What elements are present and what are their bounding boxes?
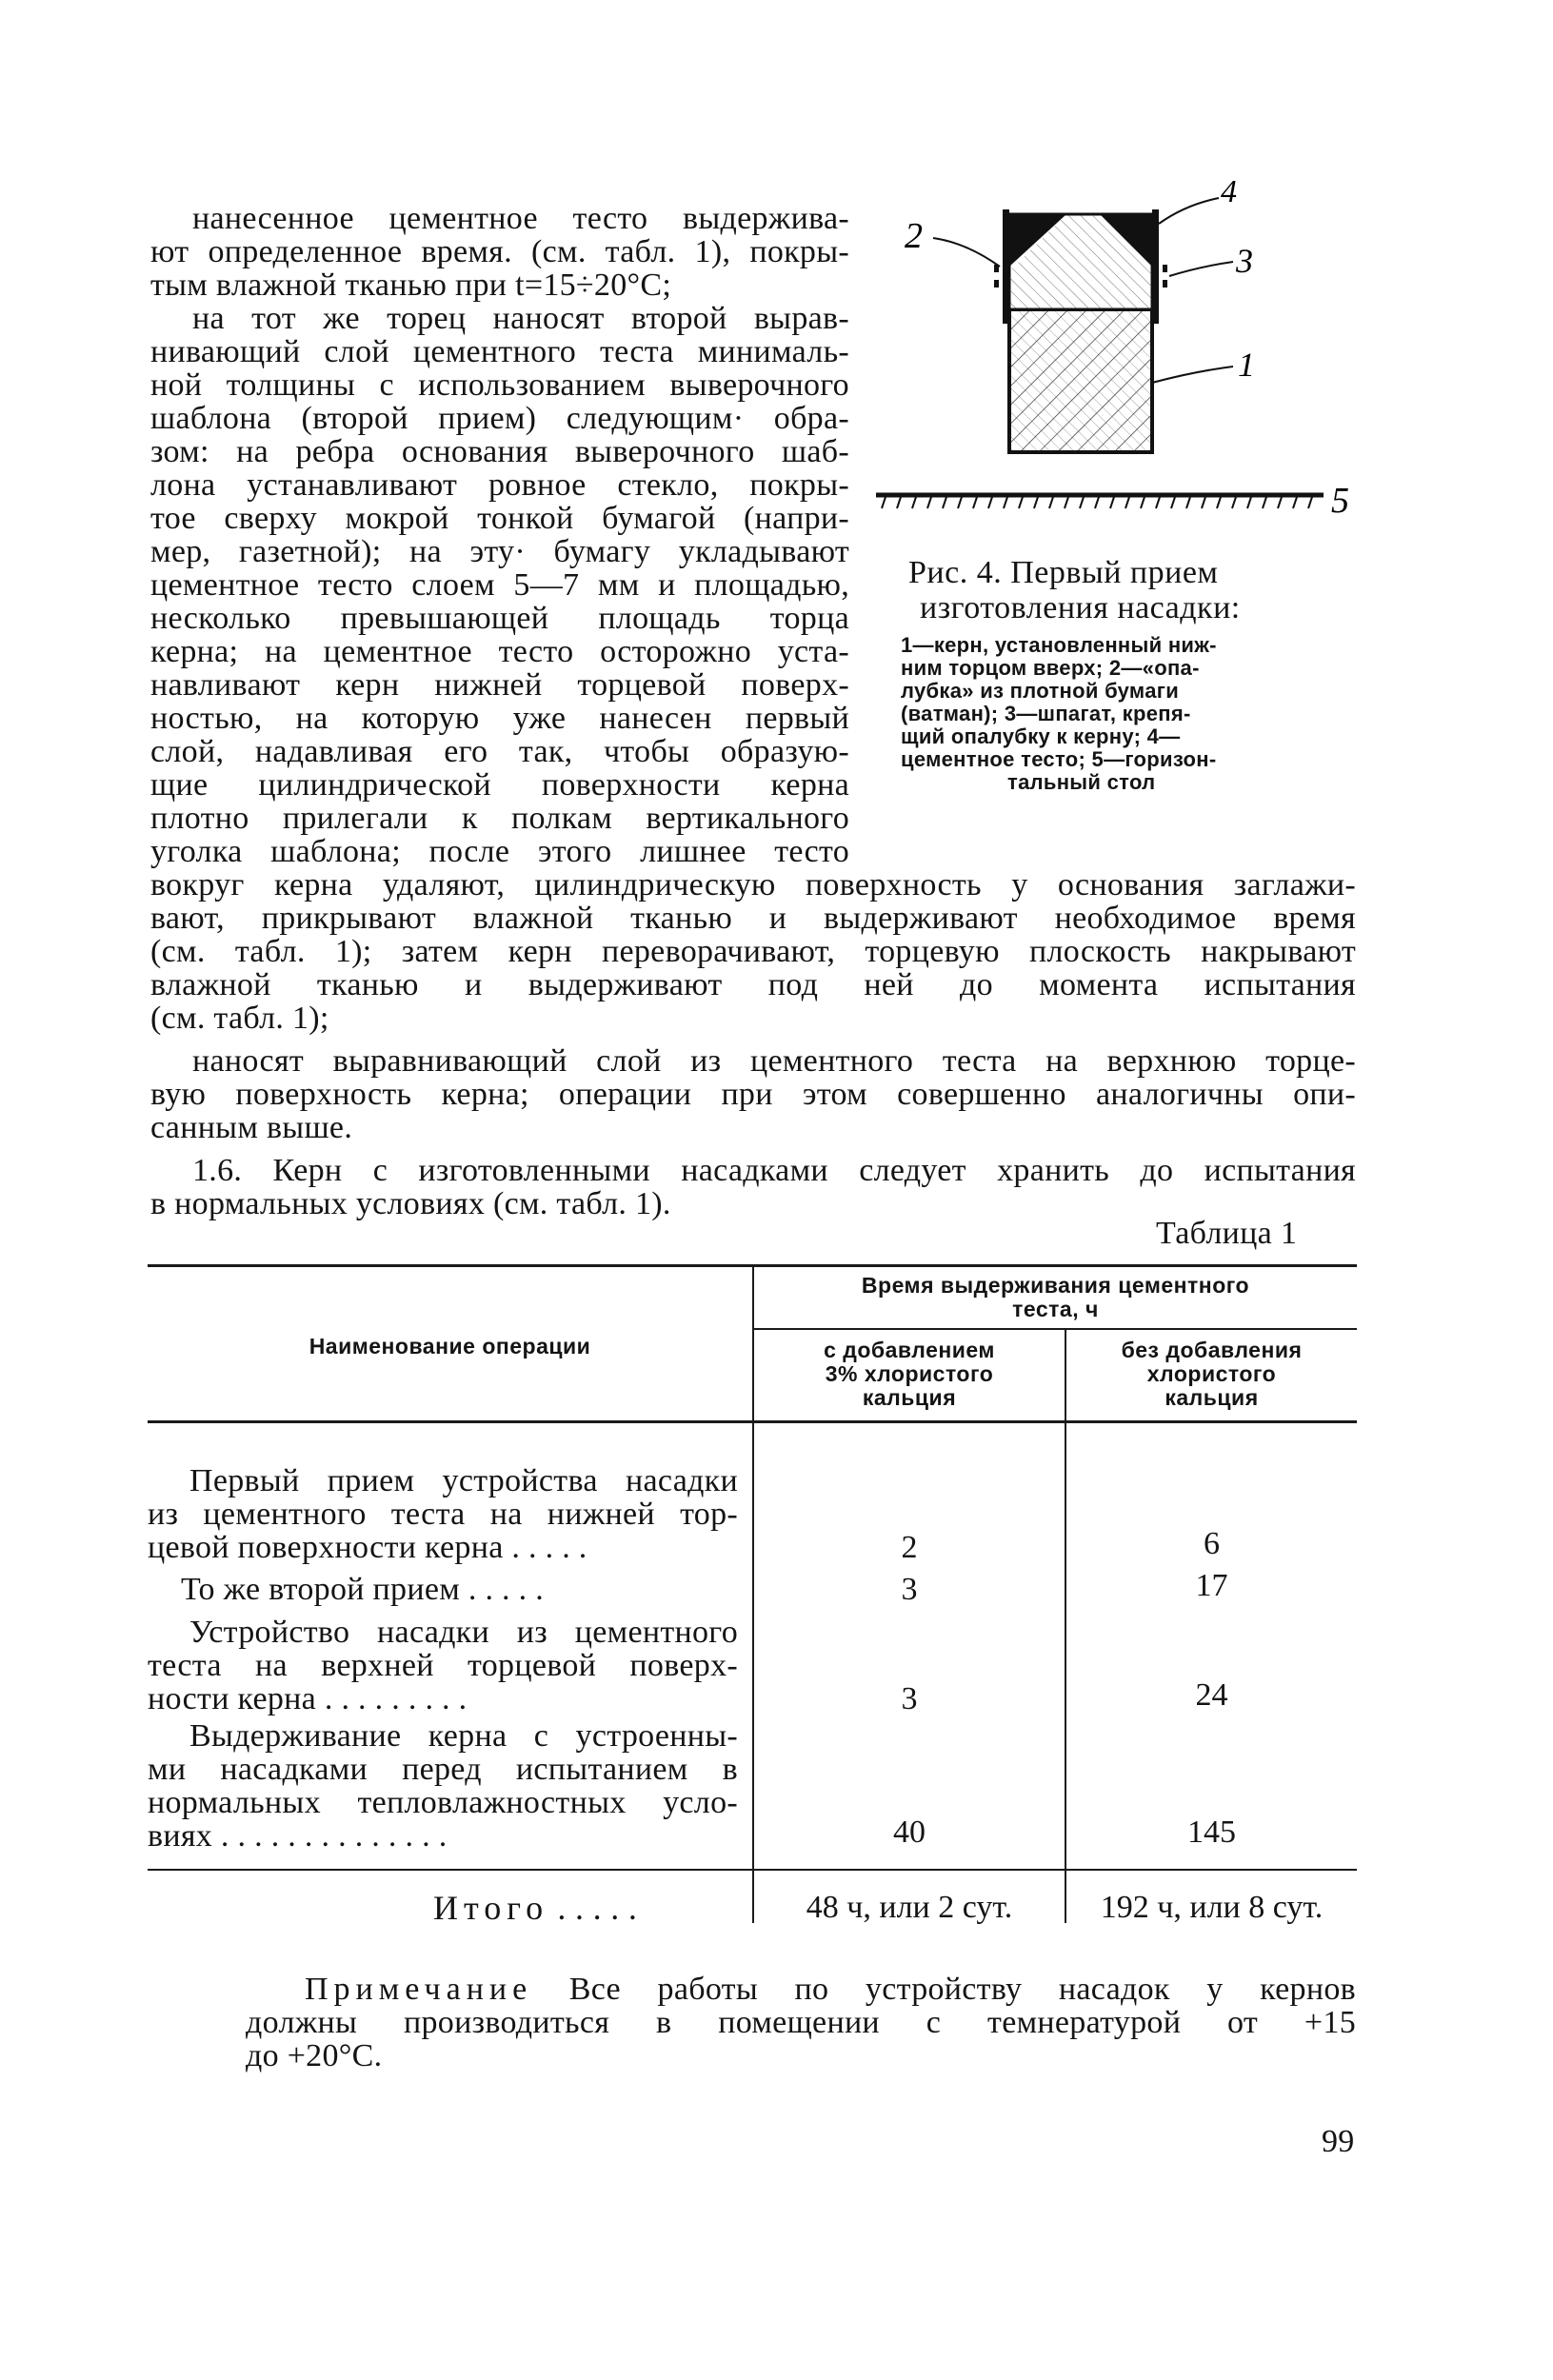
- figure-label-2: 2: [905, 216, 923, 256]
- text-line: 1.6. Керн с изготовленными насадками следует хранить до испытания: [192, 1153, 1356, 1188]
- header-time-line: теста, ч: [1012, 1297, 1099, 1321]
- row-value-col2: 17: [1195, 1568, 1228, 1603]
- text-line: вую поверхность керна; операции при этом совершенно аналогичны опи-: [150, 1077, 1356, 1112]
- text-line: ют определенное время. (см. табл. 1), покры-: [150, 234, 849, 269]
- row-label-line: Устройство насадки из цементного: [189, 1615, 738, 1650]
- caption-legend-line: тальный стол: [1007, 770, 1156, 794]
- text-line: тое сверху мокрой тонкой бумагой (напри-: [150, 501, 849, 536]
- figure-label-4: 4: [1221, 181, 1237, 209]
- text-line: цементное тесто слоем 5—7 мм и площадью,: [150, 567, 849, 603]
- text-line: на тот же торец наносят второй вырав-: [192, 301, 849, 336]
- row-label-line: нормальных тепловлажностных усло-: [148, 1785, 738, 1820]
- text-line: (см. табл. 1); затем керн переворачивают, торцевую плоскость накрывают: [150, 934, 1356, 969]
- caption-legend-line: (ватман); 3—шпагат, крепя-: [901, 702, 1191, 725]
- row-label-line: цевой поверхности керна . . . . .: [148, 1530, 587, 1565]
- row-label-line: из цементного теста на нижней тор-: [148, 1497, 738, 1532]
- text-line: наносят выравнивающий слой из цементного теста на верхнюю торце-: [192, 1043, 1356, 1079]
- text-line: керна; на цементное тесто осторожно уста-: [150, 634, 849, 669]
- figure-label-3: 3: [1236, 242, 1253, 280]
- text-line: вают, прикрывают влажной тканью и выдерживают необходимое время: [150, 901, 1356, 936]
- text-line: нанесенное цементное тесто выдержива-: [192, 201, 849, 236]
- note-label: Примечание: [305, 1972, 533, 2007]
- figure-label-5: 5: [1331, 481, 1349, 521]
- header-col1-line: с добавлением: [824, 1338, 995, 1362]
- text-line: вокруг керна удаляют, цилиндрическую поверхность у основания заглажи-: [150, 867, 1356, 902]
- text-line: уголка шаблона; после этого лишнее тесто: [150, 834, 849, 869]
- row-label-line: ми насадками перед испытанием в: [148, 1752, 738, 1787]
- header-col1-line: кальция: [862, 1385, 957, 1410]
- caption-legend-line: 1—керн, установленный ниж-: [901, 633, 1217, 657]
- text-line: (см. табл. 1);: [150, 1001, 329, 1036]
- page-number: 99: [1322, 2124, 1355, 2159]
- text-line: ностью, на которую уже нанесен первый: [150, 701, 849, 736]
- note-line: до +20°C.: [246, 2038, 383, 2073]
- formwork-right: [1152, 209, 1159, 324]
- row-value-col1: 2: [901, 1530, 918, 1565]
- row-value-col2: 6: [1204, 1526, 1220, 1561]
- row-value-col1: 3: [901, 1681, 918, 1716]
- text-line: санным выше.: [150, 1110, 353, 1145]
- total-value-col1: 48 ч, или 2 сут.: [806, 1890, 1013, 1925]
- caption-legend-line: щий опалубку к керну; 4—: [901, 724, 1181, 748]
- header-time-line: Время выдерживания цементного: [861, 1273, 1250, 1298]
- text-line: мер, газетной); на эту· бумагу укладывают: [150, 534, 849, 569]
- total-value-col2: 192 ч, или 8 сут.: [1100, 1890, 1324, 1925]
- row-value-col2: 24: [1195, 1677, 1228, 1713]
- caption-legend-line: лубка» из плотной бумаги: [901, 679, 1180, 703]
- header-col2-line: хлористого: [1146, 1361, 1277, 1386]
- header-operation-name: Наименование операции: [309, 1334, 591, 1359]
- row-value-col2: 145: [1187, 1815, 1236, 1850]
- caption-title-line: Рис. 4. Первый прием: [908, 555, 1219, 590]
- note-line: должны производиться в помещении с темнературой от +15: [246, 2005, 1356, 2040]
- row-value-col1: 3: [901, 1572, 918, 1607]
- row-value-col1: 40: [893, 1815, 926, 1850]
- text-line: шаблона (второй прием) следующим· обра-: [150, 401, 849, 436]
- row-label-line: теста на верхней торцевой поверх-: [148, 1648, 738, 1683]
- figure-4-drawing: [876, 181, 1352, 543]
- row-label-line: ности керна . . . . . . . . .: [148, 1681, 468, 1716]
- header-col2-line: кальция: [1165, 1385, 1259, 1410]
- note-line: Примечание Все работы по устройству насадок у кернов: [305, 1972, 1356, 2007]
- row-label-line: Выдерживание керна с устроенны-: [189, 1718, 738, 1754]
- text-line: слой, надавливая его так, чтобы образую-: [150, 734, 849, 769]
- caption-title-line: изготовления насадки:: [920, 590, 1241, 625]
- text-line: лона устанавливают ровное стекло, покры-: [150, 467, 849, 503]
- row-label-line: То же второй прием . . . . .: [181, 1572, 545, 1607]
- header-col2-line: без добавления: [1121, 1338, 1303, 1362]
- text-line: влажной тканью и выдерживают под ней до момента испытания: [150, 967, 1356, 1002]
- text-line: плотно прилегали к полкам вертикального: [150, 801, 849, 836]
- row-label-line: виях . . . . . . . . . . . . . .: [148, 1818, 448, 1854]
- figure-label-1: 1: [1238, 346, 1255, 384]
- caption-legend-line: ним торцом вверх; 2—«опа-: [901, 656, 1200, 680]
- text-line: зом: на ребра основания выверочного шаб-: [150, 434, 849, 469]
- formwork-left: [1003, 209, 1009, 324]
- header-col1-line: 3% хлористого: [825, 1361, 994, 1386]
- text-line: в нормальных условиях (см. табл. 1).: [150, 1186, 671, 1221]
- text-line: щие цилиндрической поверхности керна: [150, 767, 849, 803]
- total-label: Итого . . . . .: [433, 1889, 638, 1927]
- caption-legend-line: цементное тесто; 5—горизон-: [901, 747, 1217, 771]
- text-line: навливают керн нижней торцевой поверх-: [150, 667, 849, 703]
- text-line: несколько превышающей площадь торца: [150, 601, 849, 636]
- text-line: тым влажной тканью при t=15÷20°C;: [150, 268, 672, 303]
- text-line: нивающий слой цементного теста минималь-: [150, 334, 849, 369]
- row-label-line: Первый прием устройства насадки: [189, 1463, 738, 1498]
- text-line: ной толщины с использованием выверочного: [150, 367, 849, 403]
- header-sub-rule: [752, 1328, 1357, 1330]
- table-title: Таблица 1: [1156, 1216, 1298, 1251]
